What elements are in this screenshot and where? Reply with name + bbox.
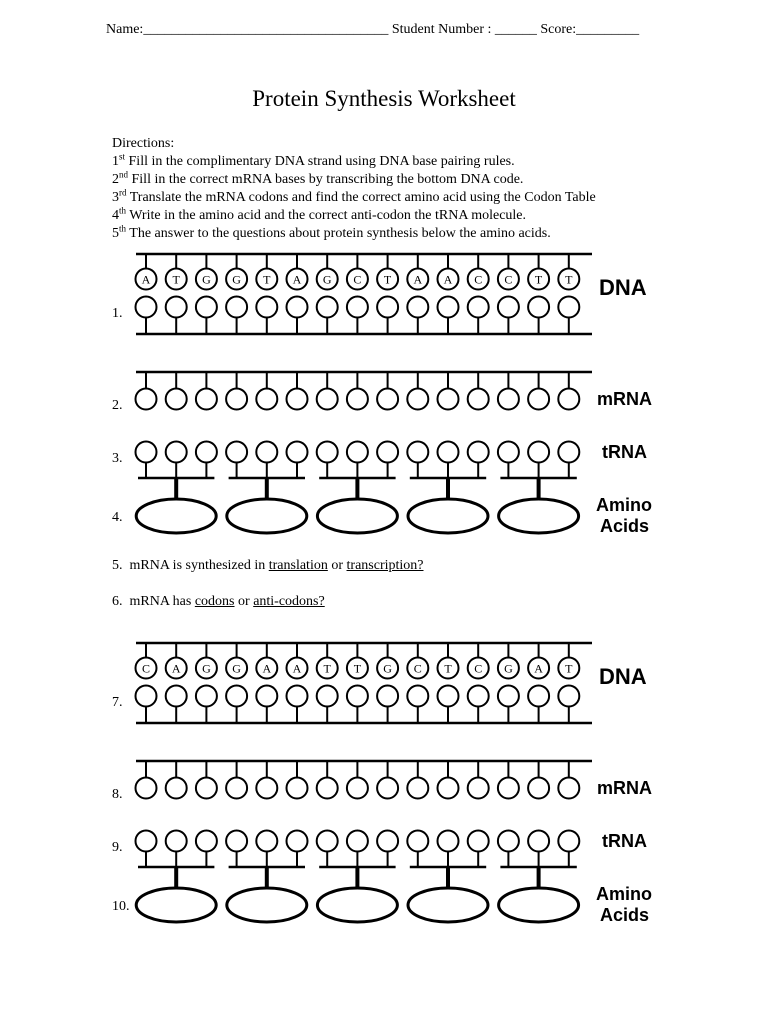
dna-complement-circle[interactable]	[438, 686, 459, 707]
trna-anticodon-circle[interactable]	[528, 442, 549, 463]
dna-base-letter: A	[292, 272, 302, 287]
dna-complement-circle[interactable]	[468, 297, 489, 318]
direction-step: 3rd Translate the mRNA codons and find the correct amino acid using the Codon Table	[112, 187, 596, 205]
mrna-base-circle[interactable]	[256, 778, 277, 799]
mrna-base-circle[interactable]	[287, 389, 308, 410]
trna-anticodon-circle[interactable]	[166, 831, 187, 852]
amino-acid-oval[interactable]	[499, 499, 579, 533]
mrna-base-circle[interactable]	[558, 778, 579, 799]
trna-anticodon-circle[interactable]	[407, 442, 428, 463]
dna-base-letter: A	[292, 661, 302, 676]
trna-anticodon-circle[interactable]	[226, 831, 247, 852]
dna-base-letter: G	[322, 272, 332, 287]
dna-base-letter: T	[565, 272, 573, 287]
trna-anticodon-circle[interactable]	[317, 831, 338, 852]
dna-question-number: 1.	[112, 306, 123, 321]
name-field[interactable]: Name:___________________________________	[106, 22, 389, 37]
dna-complement-circle[interactable]	[287, 297, 308, 318]
trna-question-number: 3.	[112, 451, 123, 466]
dna-complement-circle[interactable]	[166, 297, 187, 318]
mrna-label: mRNA	[597, 778, 653, 798]
mrna-base-circle[interactable]	[438, 778, 459, 799]
dna-complement-circle[interactable]	[347, 297, 368, 318]
dna-label: DNA	[599, 275, 647, 300]
mrna-base-circle[interactable]	[347, 389, 368, 410]
direction-step: 1st Fill in the complimentary DNA strand using DNA base pairing rules.	[112, 151, 515, 169]
amino-label-line2: Acids	[600, 905, 650, 925]
dna-complement-circle[interactable]	[407, 297, 428, 318]
amino-question-number: 4.	[112, 510, 123, 525]
dna-complement-circle[interactable]	[498, 297, 519, 318]
trna-anticodon-circle[interactable]	[498, 442, 519, 463]
question-5: 5. mRNA is synthesized in translation or transcription?	[112, 558, 424, 573]
trna-anticodon-circle[interactable]	[468, 831, 489, 852]
trna-anticodon-circle[interactable]	[377, 442, 398, 463]
dna-base-letter: A	[262, 661, 272, 676]
mrna-base-circle[interactable]	[287, 778, 308, 799]
dna-complement-circle[interactable]	[317, 297, 338, 318]
mrna-base-circle[interactable]	[558, 389, 579, 410]
trna-anticodon-circle[interactable]	[287, 831, 308, 852]
trna-anticodon-circle[interactable]	[347, 442, 368, 463]
amino-acid-oval[interactable]	[227, 499, 307, 533]
mrna-label: mRNA	[597, 389, 653, 409]
mrna-base-circle[interactable]	[226, 778, 247, 799]
dna-base-letter: G	[383, 661, 392, 676]
dna-complement-circle[interactable]	[377, 686, 398, 707]
dna-complement-circle[interactable]	[558, 686, 579, 707]
trna-anticodon-circle[interactable]	[256, 831, 277, 852]
dna-base-letter: T	[172, 272, 180, 287]
amino-acid-oval[interactable]	[317, 499, 397, 533]
trna-label: tRNA	[602, 442, 647, 462]
dna-base-letter: T	[534, 272, 543, 287]
direction-step: 5th The answer to the questions about protein synthesis below the amino acids.	[112, 223, 551, 241]
mrna-base-circle[interactable]	[407, 778, 428, 799]
mrna-base-circle[interactable]	[528, 389, 549, 410]
direction-step: 2nd Fill in the correct mRNA bases by transcribing the bottom DNA code.	[112, 169, 524, 187]
dna-complement-circle[interactable]	[287, 686, 308, 707]
mrna-base-circle[interactable]	[498, 778, 519, 799]
dna-base-letter: A	[171, 661, 181, 676]
directions-heading: Directions:	[112, 136, 175, 151]
dna-base-letter: T	[323, 661, 331, 676]
mrna-base-circle[interactable]	[136, 778, 157, 799]
student-number-field[interactable]: Student Number : ______	[391, 22, 537, 37]
amino-acid-oval[interactable]	[408, 499, 488, 533]
mrna-base-circle[interactable]	[528, 778, 549, 799]
dna-base-letter: A	[413, 272, 423, 287]
dna-base-letter: T	[444, 661, 452, 676]
mrna-question-number: 2.	[112, 398, 123, 413]
dna-complement-circle[interactable]	[468, 686, 489, 707]
mrna-base-circle[interactable]	[317, 389, 338, 410]
trna-anticodon-circle[interactable]	[196, 442, 217, 463]
trna-anticodon-circle[interactable]	[528, 831, 549, 852]
trna-anticodon-circle[interactable]	[558, 831, 579, 852]
dna-base-letter: C	[413, 661, 422, 676]
dna-complement-circle[interactable]	[528, 297, 549, 318]
mrna-base-circle[interactable]	[498, 389, 519, 410]
amino-label-line1: Amino	[596, 495, 652, 515]
mrna-base-circle[interactable]	[226, 389, 247, 410]
dna-complement-circle[interactable]	[377, 297, 398, 318]
mrna-base-circle[interactable]	[166, 389, 187, 410]
trna-anticodon-circle[interactable]	[347, 831, 368, 852]
dna-base-letter: C	[141, 661, 151, 676]
trna-question-number: 9.	[112, 840, 123, 855]
dna-base-letter: A	[141, 272, 151, 287]
dna-base-letter: G	[202, 272, 211, 287]
dna-base-letter: T	[383, 272, 392, 287]
direction-step: 4th Write in the amino acid and the correct anti-codon the tRNA molecule.	[112, 205, 527, 223]
dna-complement-circle[interactable]	[136, 686, 157, 707]
amino-label-line1: Amino	[596, 884, 652, 904]
mrna-base-circle[interactable]	[407, 389, 428, 410]
mrna-base-circle[interactable]	[317, 778, 338, 799]
dna-base-letter: G	[202, 661, 211, 676]
trna-anticodon-circle[interactable]	[136, 831, 157, 852]
mrna-question-number: 8.	[112, 787, 123, 802]
dna-complement-circle[interactable]	[226, 686, 247, 707]
dna-base-letter: A	[443, 272, 453, 287]
option-anti-codons[interactable]: anti-codons?	[253, 594, 325, 609]
dna-complement-circle[interactable]	[438, 297, 459, 318]
dna-base-letter: C	[353, 272, 362, 287]
dna-complement-circle[interactable]	[226, 297, 247, 318]
amino-question-number: 10.	[112, 899, 130, 914]
dna-base-letter: T	[565, 661, 573, 676]
amino-acid-oval[interactable]	[227, 888, 307, 922]
mrna-base-circle[interactable]	[438, 389, 459, 410]
amino-acid-oval[interactable]	[136, 499, 216, 533]
dna-base-letter: G	[232, 272, 241, 287]
mrna-base-circle[interactable]	[468, 389, 489, 410]
mrna-base-circle[interactable]	[347, 778, 368, 799]
dna-base-letter: C	[474, 272, 483, 287]
dna-complement-circle[interactable]	[256, 686, 277, 707]
trna-anticodon-circle[interactable]	[166, 442, 187, 463]
dna-question-number: 7.	[112, 695, 123, 710]
dna-complement-circle[interactable]	[407, 686, 428, 707]
amino-acid-oval[interactable]	[136, 888, 216, 922]
trna-anticodon-circle[interactable]	[256, 442, 277, 463]
dna-base-letter: T	[263, 272, 271, 287]
amino-label-line2: Acids	[600, 516, 650, 536]
trna-anticodon-circle[interactable]	[136, 442, 157, 463]
dna-complement-circle[interactable]	[347, 686, 368, 707]
page-title: Protein Synthesis Worksheet	[252, 86, 516, 111]
dna-base-letter: G	[232, 661, 241, 676]
trna-label: tRNA	[602, 831, 647, 851]
trna-anticodon-circle[interactable]	[438, 831, 459, 852]
dna-label: DNA	[599, 664, 647, 689]
mrna-base-circle[interactable]	[196, 778, 217, 799]
dna-base-letter: A	[534, 661, 543, 676]
mrna-base-circle[interactable]	[136, 389, 157, 410]
trna-anticodon-circle[interactable]	[558, 442, 579, 463]
dna-complement-circle[interactable]	[256, 297, 277, 318]
score-field[interactable]: Score:_________	[540, 22, 640, 37]
mrna-base-circle[interactable]	[256, 389, 277, 410]
mrna-base-circle[interactable]	[468, 778, 489, 799]
dna-complement-circle[interactable]	[166, 686, 187, 707]
dna-complement-circle[interactable]	[196, 297, 217, 318]
trna-anticodon-circle[interactable]	[226, 442, 247, 463]
dna-base-letter: G	[504, 661, 513, 676]
option-transcription[interactable]: transcription?	[346, 558, 424, 573]
trna-anticodon-circle[interactable]	[317, 442, 338, 463]
dna-base-letter: C	[474, 661, 483, 676]
amino-acid-oval[interactable]	[499, 888, 579, 922]
trna-anticodon-circle[interactable]	[407, 831, 428, 852]
mrna-base-circle[interactable]	[196, 389, 217, 410]
dna-complement-circle[interactable]	[498, 686, 519, 707]
dna-complement-circle[interactable]	[196, 686, 217, 707]
trna-anticodon-circle[interactable]	[287, 442, 308, 463]
mrna-base-circle[interactable]	[166, 778, 187, 799]
option-translation[interactable]: translation	[268, 558, 328, 573]
trna-anticodon-circle[interactable]	[377, 831, 398, 852]
dna-complement-circle[interactable]	[528, 686, 549, 707]
mrna-base-circle[interactable]	[377, 389, 398, 410]
trna-anticodon-circle[interactable]	[196, 831, 217, 852]
trna-anticodon-circle[interactable]	[498, 831, 519, 852]
dna-complement-circle[interactable]	[317, 686, 338, 707]
question-6: 6. mRNA has codons or anti-codons?	[112, 594, 325, 609]
mrna-base-circle[interactable]	[377, 778, 398, 799]
amino-acid-oval[interactable]	[408, 888, 488, 922]
amino-acid-oval[interactable]	[317, 888, 397, 922]
dna-complement-circle[interactable]	[136, 297, 157, 318]
trna-anticodon-circle[interactable]	[438, 442, 459, 463]
option-codons[interactable]: codons	[194, 594, 235, 609]
dna-base-letter: C	[504, 272, 513, 287]
trna-anticodon-circle[interactable]	[468, 442, 489, 463]
dna-base-letter: T	[353, 661, 362, 676]
dna-complement-circle[interactable]	[558, 297, 579, 318]
